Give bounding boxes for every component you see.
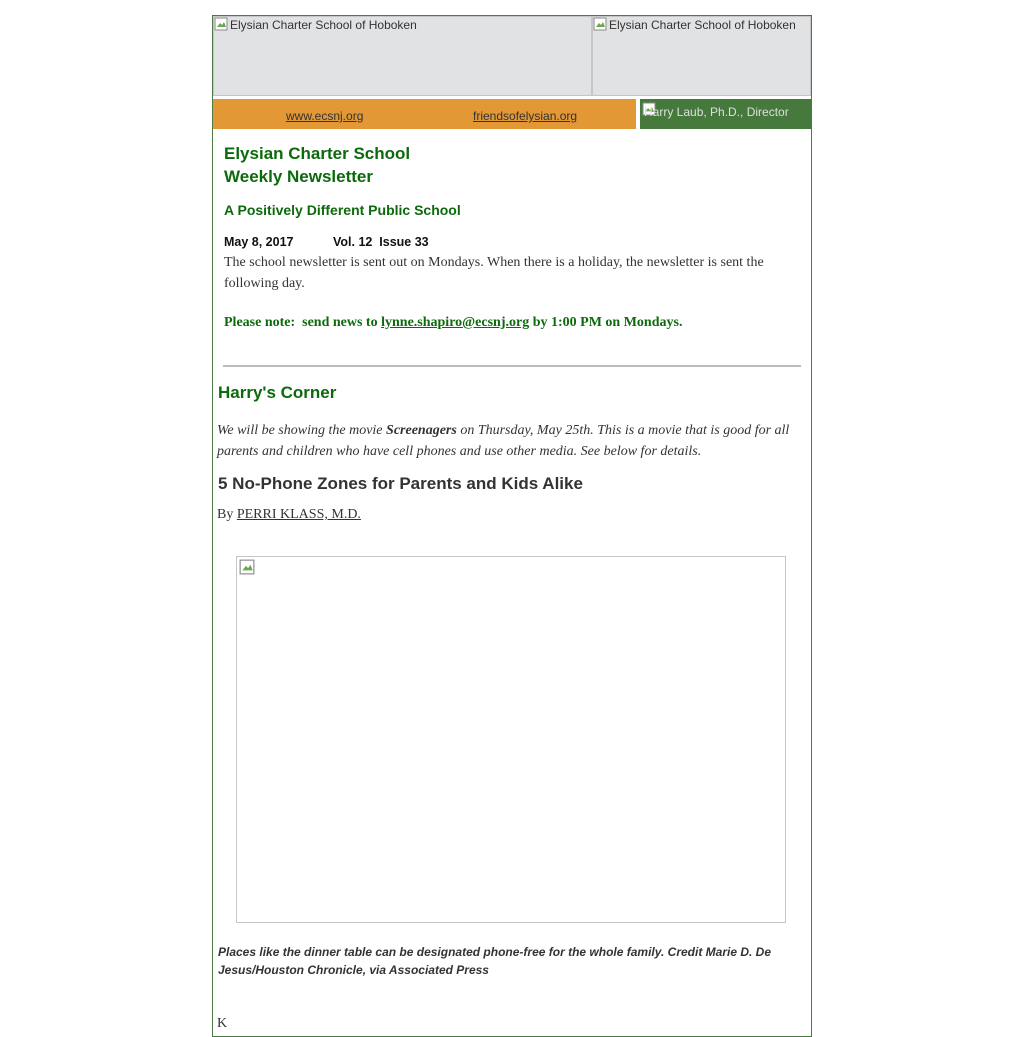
corner-text-after: on Thursday, May 25th. This is a movie that is good for all parents and children who have cell phones and use other media. See below for details. — [217, 423, 790, 459]
director-image — [640, 99, 811, 129]
title-line-2: Weekly Newsletter — [224, 167, 373, 186]
header-banner-right-alt: Elysian Charter School of Hoboken — [609, 18, 796, 32]
note-prefix: Please note: send news to — [224, 315, 382, 330]
director-image-alt: Harry Laub, Ph.D., Director — [644, 105, 789, 119]
author-link[interactable]: PERRI KLASS, M.D. — [236, 507, 361, 522]
article-image — [236, 556, 786, 923]
byline-prefix: By — [217, 507, 237, 522]
article-byline — [217, 507, 361, 523]
movie-title: Screenagers — [386, 423, 457, 438]
link-ecsnj[interactable]: www.ecsnj.org — [286, 109, 364, 123]
header-banner-left-alt: Elysian Charter School of Hoboken — [230, 18, 417, 32]
title-line-1: Elysian Charter School — [224, 144, 411, 163]
broken-image-icon — [239, 559, 255, 575]
submission-note — [224, 315, 682, 331]
nav-bar — [213, 99, 636, 129]
article-title: 5 No-Phone Zones for Parents and Kids Alike — [218, 474, 583, 493]
section-divider — [223, 365, 801, 367]
header-banner-left — [213, 16, 592, 96]
intro-text: The school newsletter is sent out on Mondays. When there is a holiday, the newsletter is sent the following day. — [224, 255, 764, 291]
broken-image-icon — [214, 17, 228, 31]
newsletter-frame — [212, 15, 812, 1037]
link-friends-of-elysian[interactable]: friendsofelysian.org — [473, 109, 578, 123]
corner-text-before: We will be showing the movie — [217, 423, 387, 438]
harrys-corner-text — [217, 420, 807, 462]
image-caption: Places like the dinner table can be designated phone-free for the whole family. Credit Marie D. De Jesus/Houston Chronicle, via Associated Press — [218, 945, 772, 977]
broken-image-icon — [593, 17, 607, 31]
tagline: A Positively Different Public School — [224, 202, 461, 218]
article-body-start: K — [217, 1016, 228, 1031]
harrys-corner-heading: Harry's Corner — [218, 383, 337, 402]
issue-dateline — [224, 235, 429, 249]
issue-date: May 8, 2017 — [224, 235, 294, 249]
header-banner-right — [592, 16, 811, 96]
issue-volume: Vol. 12 Issue 33 — [332, 235, 429, 249]
newsletter-title — [224, 142, 410, 188]
email-link[interactable]: lynne.shapiro@ecsnj.org — [381, 315, 530, 330]
note-suffix: by 1:00 PM on Mondays. — [529, 315, 683, 330]
